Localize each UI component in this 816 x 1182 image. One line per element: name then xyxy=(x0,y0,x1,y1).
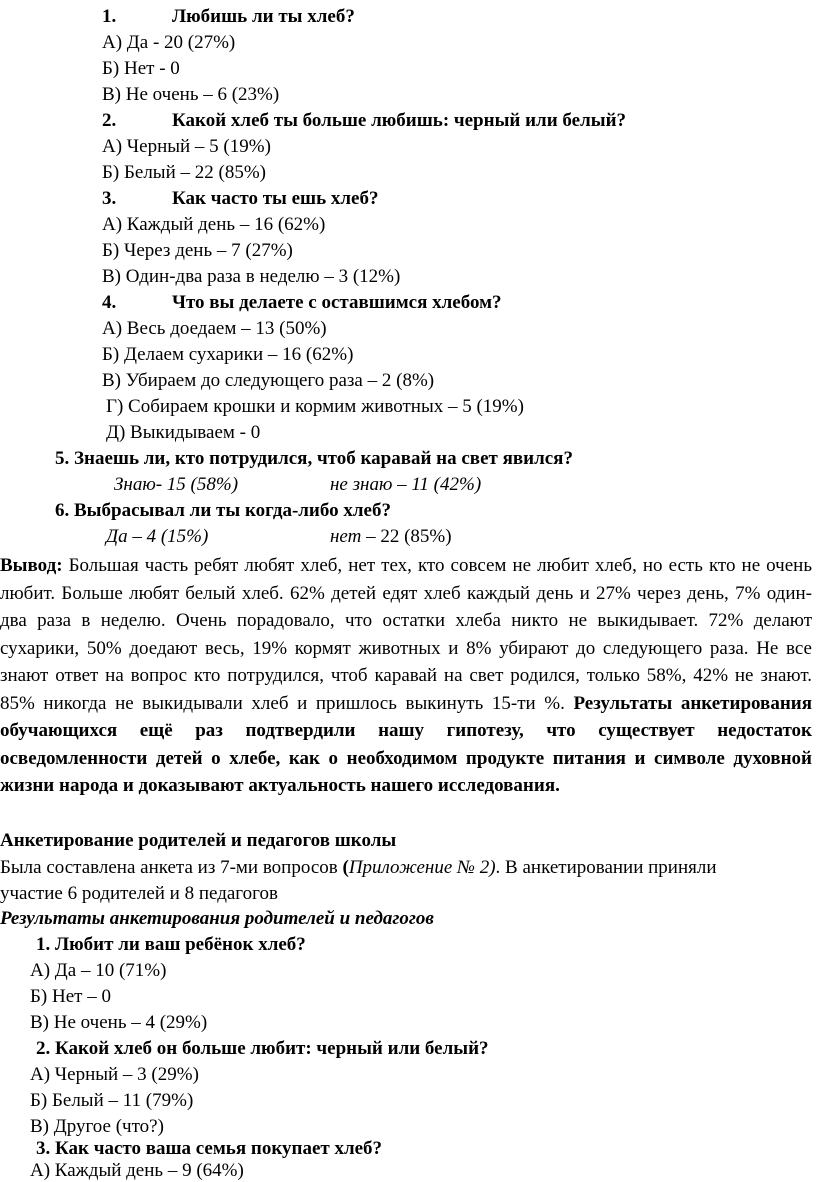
conclusion-paragraph xyxy=(0,552,812,800)
question-number: 4. xyxy=(102,292,117,313)
question-number: 3. xyxy=(102,188,117,209)
answer-value: – 22 (85%) xyxy=(361,526,452,547)
answer: Б) Через день – 7 (27%) xyxy=(102,240,293,261)
answer: А) Весь доедаем – 13 (50%) xyxy=(102,318,327,339)
question-5: 5. Знаешь ли, кто потрудился, чтоб каравай на свет явился? xyxy=(55,448,573,469)
answer: Б) Нет – 0 xyxy=(30,986,111,1007)
answer: А) Черный – 5 (19%) xyxy=(102,136,271,157)
conclusion-label: Вывод: xyxy=(0,555,63,576)
intro-text: Была составлена анкета из 7-ми вопросов xyxy=(0,857,343,878)
answer: Д) Выкидываем - 0 xyxy=(106,422,261,443)
answer: В) Один-два раза в неделю – 3 (12%) xyxy=(102,266,401,287)
intro-line-2: участие 6 родителей и 8 педагогов xyxy=(0,883,278,904)
answer: В) Не очень – 4 (29%) xyxy=(30,1012,208,1033)
question-number: 2. xyxy=(102,110,117,131)
appendix-ref: Приложение № 2) xyxy=(348,857,496,878)
answer: Б) Нет - 0 xyxy=(102,58,180,79)
answer: А) Каждый день – 16 (62%) xyxy=(102,214,326,235)
answer: Б) Белый – 11 (79%) xyxy=(30,1090,194,1111)
intro-line xyxy=(0,857,717,879)
question-text: Какой хлеб ты больше любишь: черный или белый? xyxy=(172,110,627,131)
parents-question-2: 2. Какой хлеб он больше любит: черный или белый? xyxy=(36,1038,489,1059)
answer: А) Каждый день – 9 (64%) xyxy=(30,1160,244,1181)
intro-text-2: . В анкетировании приняли xyxy=(495,857,717,878)
answer: Г) Собираем крошки и кормим животных – 5 (19%) xyxy=(106,396,524,417)
answer: А) Черный – 3 (29%) xyxy=(30,1064,199,1085)
answer: не знаю – 11 (42%) xyxy=(330,474,482,495)
answer: А) Да - 20 (27%) xyxy=(102,32,236,53)
question-1 xyxy=(102,6,355,28)
answer: В) Другое (что?) xyxy=(30,1116,164,1137)
question-text: Любишь ли ты хлеб? xyxy=(172,6,355,27)
conclusion-bold-text: Результаты анкетирования обучающихся ещё раз подтвердили нашу гипотезу, что существует недостаток осведомленности детей о хлебе, как о необходимом продукте питания и символе духовной жизни народа и доказывают актуальность нашего исследования. xyxy=(0,692,812,796)
answer: Да – 4 (15%) xyxy=(106,526,209,547)
answer: В) Убираем до следующего раза – 2 (8%) xyxy=(102,370,435,391)
answer: Знаю- 15 (58%) xyxy=(114,474,239,495)
answer: Б) Белый – 22 (85%) xyxy=(102,162,266,183)
intro-paren: ( xyxy=(342,857,349,878)
question-2 xyxy=(102,110,626,132)
question-4 xyxy=(102,292,502,314)
question-text: Как часто ты ешь хлеб? xyxy=(172,188,379,209)
answer: В) Не очень – 6 (23%) xyxy=(102,84,280,105)
section-heading: Анкетирование родителей и педагогов школы xyxy=(0,830,397,851)
question-6: 6. Выбрасывал ли ты когда-либо хлеб? xyxy=(55,500,391,521)
parents-question-1: 1. Любит ли ваш ребёнок хлеб? xyxy=(36,934,306,955)
question-3 xyxy=(102,188,379,210)
answer: А) Да – 10 (71%) xyxy=(30,960,167,981)
answer-label: нет xyxy=(330,526,362,547)
parents-question-3: 3. Как часто ваша семья покупает хлеб? xyxy=(36,1138,383,1159)
answer: Б) Делаем сухарики – 16 (62%) xyxy=(102,344,354,365)
answer xyxy=(330,526,452,548)
results-heading: Результаты анкетирования родителей и педагогов xyxy=(0,908,434,929)
question-text: Что вы делаете с оставшимся хлебом? xyxy=(172,292,502,313)
question-number: 1. xyxy=(102,6,117,27)
conclusion-text: Большая часть ребят любят хлеб, нет тех, кто совсем не любит хлеб, но есть кто не очень любит. Больше любят белый хлеб. 62% детей едят хлеб каждый день и 27% через день, 7% один-два раза в неделю. Очень порадовало, что остатки хлеба никто не выкидывает. 72% делают сухарики, 50% доедают весь, 19% кормят животных и 8% убирают до следующего раза. Не все знают ответ на вопрос кто потрудился, чтоб каравай на свет родился, только 58%, 42% не знают. 85% никогда не выкидывали хлеб и пришлось выкинуть 15-ти %. xyxy=(0,555,812,714)
